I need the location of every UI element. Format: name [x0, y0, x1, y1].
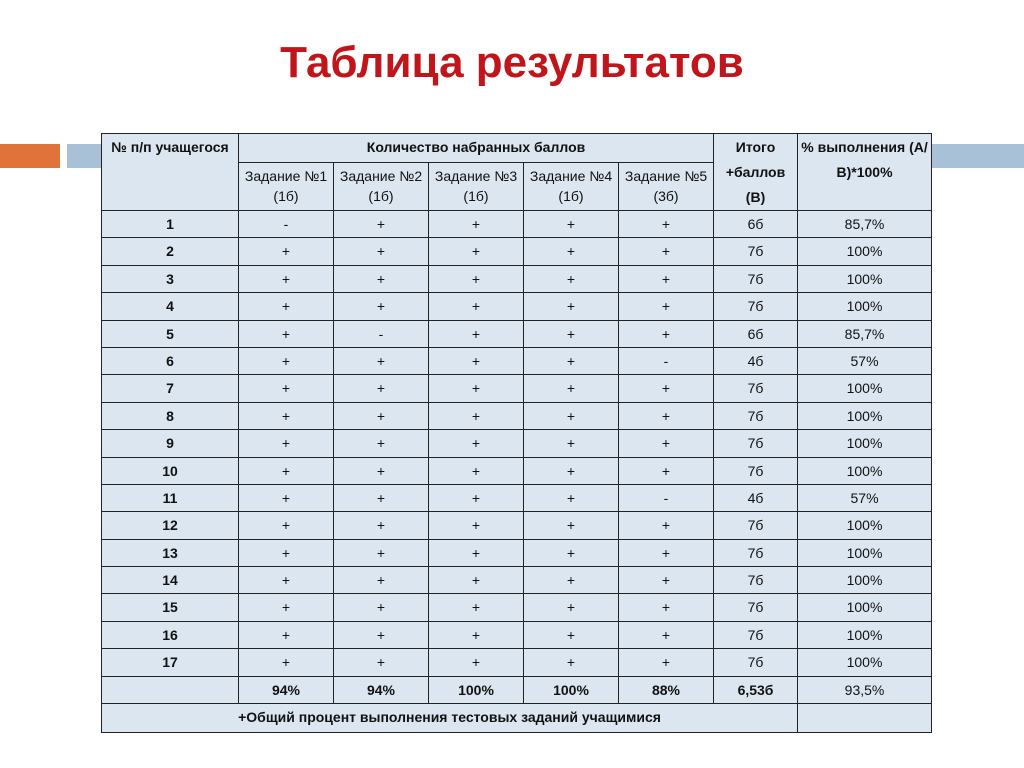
row-number: 4	[102, 293, 239, 320]
task-5-mark: +	[619, 512, 714, 539]
task-3-mark: +	[429, 265, 524, 292]
row-total: 7б	[714, 457, 798, 484]
task-2-mark: +	[334, 265, 429, 292]
task-4-mark: +	[524, 347, 619, 374]
task-2-mark: +	[334, 293, 429, 320]
header-row	[102, 134, 932, 163]
header-task-1: Задание №1 (1б)	[239, 163, 334, 211]
table-row	[102, 457, 932, 484]
task-3-mark: +	[429, 430, 524, 457]
row-percent: 100%	[798, 238, 932, 265]
row-total: 7б	[714, 567, 798, 594]
task-4-mark: +	[524, 238, 619, 265]
row-number: 11	[102, 484, 239, 511]
table-row	[102, 430, 932, 457]
task-5-mark: +	[619, 430, 714, 457]
row-number: 16	[102, 621, 239, 648]
task-3-mark: +	[429, 649, 524, 676]
table-row	[102, 293, 932, 320]
task-1-mark: +	[239, 567, 334, 594]
header-num: № п/п учащегося	[102, 134, 239, 211]
row-percent: 100%	[798, 594, 932, 621]
task-5-mark: +	[619, 567, 714, 594]
row-percent: 100%	[798, 512, 932, 539]
row-total: 7б	[714, 594, 798, 621]
row-number: 13	[102, 539, 239, 566]
task-1-mark: +	[239, 320, 334, 347]
task-5-mark: -	[619, 347, 714, 374]
row-total: 7б	[714, 238, 798, 265]
decor-bar-blue-left	[67, 144, 101, 168]
summary-task-1: 94%	[239, 676, 334, 703]
task-5-mark: +	[619, 238, 714, 265]
task-3-mark: +	[429, 621, 524, 648]
row-percent: 100%	[798, 430, 932, 457]
task-1-mark: -	[239, 211, 334, 238]
row-number: 10	[102, 457, 239, 484]
row-total: 7б	[714, 621, 798, 648]
row-percent: 85,7%	[798, 320, 932, 347]
table-row	[102, 539, 932, 566]
summary-percent: 93,5%	[798, 676, 932, 703]
task-1-mark: +	[239, 484, 334, 511]
task-5-mark: +	[619, 211, 714, 238]
task-1-mark: +	[239, 512, 334, 539]
task-4-mark: +	[524, 211, 619, 238]
task-1-mark: +	[239, 457, 334, 484]
header-task-5: Задание №5 (3б)	[619, 163, 714, 211]
header-percent: % выполнения (А/В)*100%	[798, 134, 932, 211]
row-percent: 100%	[798, 649, 932, 676]
decor-bar-orange	[0, 144, 60, 168]
task-5-mark: +	[619, 293, 714, 320]
task-2-mark: +	[334, 484, 429, 511]
header-task-2: Задание №2 (1б)	[334, 163, 429, 211]
page-title: Таблица результатов	[280, 38, 744, 87]
table-row	[102, 265, 932, 292]
table-row	[102, 484, 932, 511]
table-row	[102, 621, 932, 648]
row-percent: 57%	[798, 484, 932, 511]
table-row	[102, 649, 932, 676]
task-5-mark: +	[619, 457, 714, 484]
row-number: 12	[102, 512, 239, 539]
task-3-mark: +	[429, 484, 524, 511]
task-1-mark: +	[239, 265, 334, 292]
row-number: 6	[102, 347, 239, 374]
task-2-mark: +	[334, 649, 429, 676]
task-5-mark: +	[619, 265, 714, 292]
row-number: 7	[102, 375, 239, 402]
task-3-mark: +	[429, 539, 524, 566]
task-2-mark: +	[334, 430, 429, 457]
task-3-mark: +	[429, 347, 524, 374]
header-total: Итого +баллов (В)	[714, 134, 798, 211]
summary-task-5: 88%	[619, 676, 714, 703]
task-2-mark: +	[334, 238, 429, 265]
summary-task-3: 100%	[429, 676, 524, 703]
task-1-mark: +	[239, 293, 334, 320]
row-number: 1	[102, 211, 239, 238]
header-task-4: Задание №4 (1б)	[524, 163, 619, 211]
task-3-mark: +	[429, 293, 524, 320]
task-2-mark: +	[334, 539, 429, 566]
table-row	[102, 347, 932, 374]
summary-task-2: 94%	[334, 676, 429, 703]
row-percent: 57%	[798, 347, 932, 374]
row-number: 17	[102, 649, 239, 676]
summary-label-cell	[102, 676, 239, 703]
row-total: 7б	[714, 649, 798, 676]
task-4-mark: +	[524, 484, 619, 511]
row-number: 8	[102, 402, 239, 429]
task-5-mark: +	[619, 621, 714, 648]
task-2-mark: +	[334, 402, 429, 429]
task-1-mark: +	[239, 539, 334, 566]
task-1-mark: +	[239, 347, 334, 374]
task-1-mark: +	[239, 594, 334, 621]
row-percent: 100%	[798, 457, 932, 484]
table-row	[102, 402, 932, 429]
task-2-mark: +	[334, 594, 429, 621]
footer-label: +Общий процент выполнения тестовых заданий учащимися	[102, 704, 798, 733]
summary-total: 6,53б	[714, 676, 798, 703]
task-4-mark: +	[524, 375, 619, 402]
row-number: 15	[102, 594, 239, 621]
task-1-mark: +	[239, 238, 334, 265]
task-4-mark: +	[524, 621, 619, 648]
task-3-mark: +	[429, 402, 524, 429]
task-5-mark: +	[619, 375, 714, 402]
row-percent: 100%	[798, 539, 932, 566]
row-total: 7б	[714, 265, 798, 292]
task-2-mark: +	[334, 512, 429, 539]
table-row	[102, 567, 932, 594]
row-number: 2	[102, 238, 239, 265]
task-2-mark: +	[334, 375, 429, 402]
task-3-mark: +	[429, 457, 524, 484]
row-percent: 100%	[798, 293, 932, 320]
task-2-mark: +	[334, 347, 429, 374]
task-2-mark: +	[334, 621, 429, 648]
table-body	[102, 211, 932, 677]
row-total: 6б	[714, 211, 798, 238]
results-table	[101, 133, 932, 733]
row-total: 4б	[714, 484, 798, 511]
footer-row	[102, 704, 932, 733]
row-total: 7б	[714, 402, 798, 429]
task-4-mark: +	[524, 567, 619, 594]
row-number: 3	[102, 265, 239, 292]
task-2-mark: +	[334, 211, 429, 238]
row-total: 7б	[714, 512, 798, 539]
row-total: 7б	[714, 539, 798, 566]
task-4-mark: +	[524, 457, 619, 484]
task-4-mark: +	[524, 539, 619, 566]
task-5-mark: +	[619, 402, 714, 429]
row-percent: 100%	[798, 402, 932, 429]
row-number: 9	[102, 430, 239, 457]
footer-value	[798, 704, 932, 733]
task-1-mark: +	[239, 621, 334, 648]
row-total: 7б	[714, 430, 798, 457]
task-2-mark: -	[334, 320, 429, 347]
task-1-mark: +	[239, 402, 334, 429]
row-percent: 100%	[798, 265, 932, 292]
summary-row	[102, 676, 932, 703]
task-1-mark: +	[239, 430, 334, 457]
task-4-mark: +	[524, 293, 619, 320]
task-5-mark: +	[619, 539, 714, 566]
row-percent: 85,7%	[798, 211, 932, 238]
task-3-mark: +	[429, 320, 524, 347]
task-3-mark: +	[429, 211, 524, 238]
task-4-mark: +	[524, 320, 619, 347]
summary-task-4: 100%	[524, 676, 619, 703]
task-4-mark: +	[524, 649, 619, 676]
task-2-mark: +	[334, 457, 429, 484]
table-row	[102, 594, 932, 621]
table-row	[102, 512, 932, 539]
table-row	[102, 320, 932, 347]
decor-bar-blue-right	[930, 144, 1024, 168]
task-3-mark: +	[429, 238, 524, 265]
row-total: 7б	[714, 293, 798, 320]
task-1-mark: +	[239, 649, 334, 676]
task-5-mark: +	[619, 320, 714, 347]
row-total: 4б	[714, 347, 798, 374]
row-percent: 100%	[798, 621, 932, 648]
task-5-mark: -	[619, 484, 714, 511]
row-total: 7б	[714, 375, 798, 402]
task-4-mark: +	[524, 430, 619, 457]
row-number: 14	[102, 567, 239, 594]
task-3-mark: +	[429, 512, 524, 539]
row-percent: 100%	[798, 567, 932, 594]
task-3-mark: +	[429, 594, 524, 621]
task-4-mark: +	[524, 265, 619, 292]
table-row	[102, 211, 932, 238]
task-4-mark: +	[524, 402, 619, 429]
row-percent: 100%	[798, 375, 932, 402]
header-task-3: Задание №3 (1б)	[429, 163, 524, 211]
header-points: Количество набранных баллов	[239, 134, 714, 163]
task-1-mark: +	[239, 375, 334, 402]
task-5-mark: +	[619, 649, 714, 676]
task-4-mark: +	[524, 594, 619, 621]
task-3-mark: +	[429, 375, 524, 402]
task-2-mark: +	[334, 567, 429, 594]
row-number: 5	[102, 320, 239, 347]
task-3-mark: +	[429, 567, 524, 594]
task-5-mark: +	[619, 594, 714, 621]
task-4-mark: +	[524, 512, 619, 539]
table-row	[102, 238, 932, 265]
table-row	[102, 375, 932, 402]
row-total: 6б	[714, 320, 798, 347]
